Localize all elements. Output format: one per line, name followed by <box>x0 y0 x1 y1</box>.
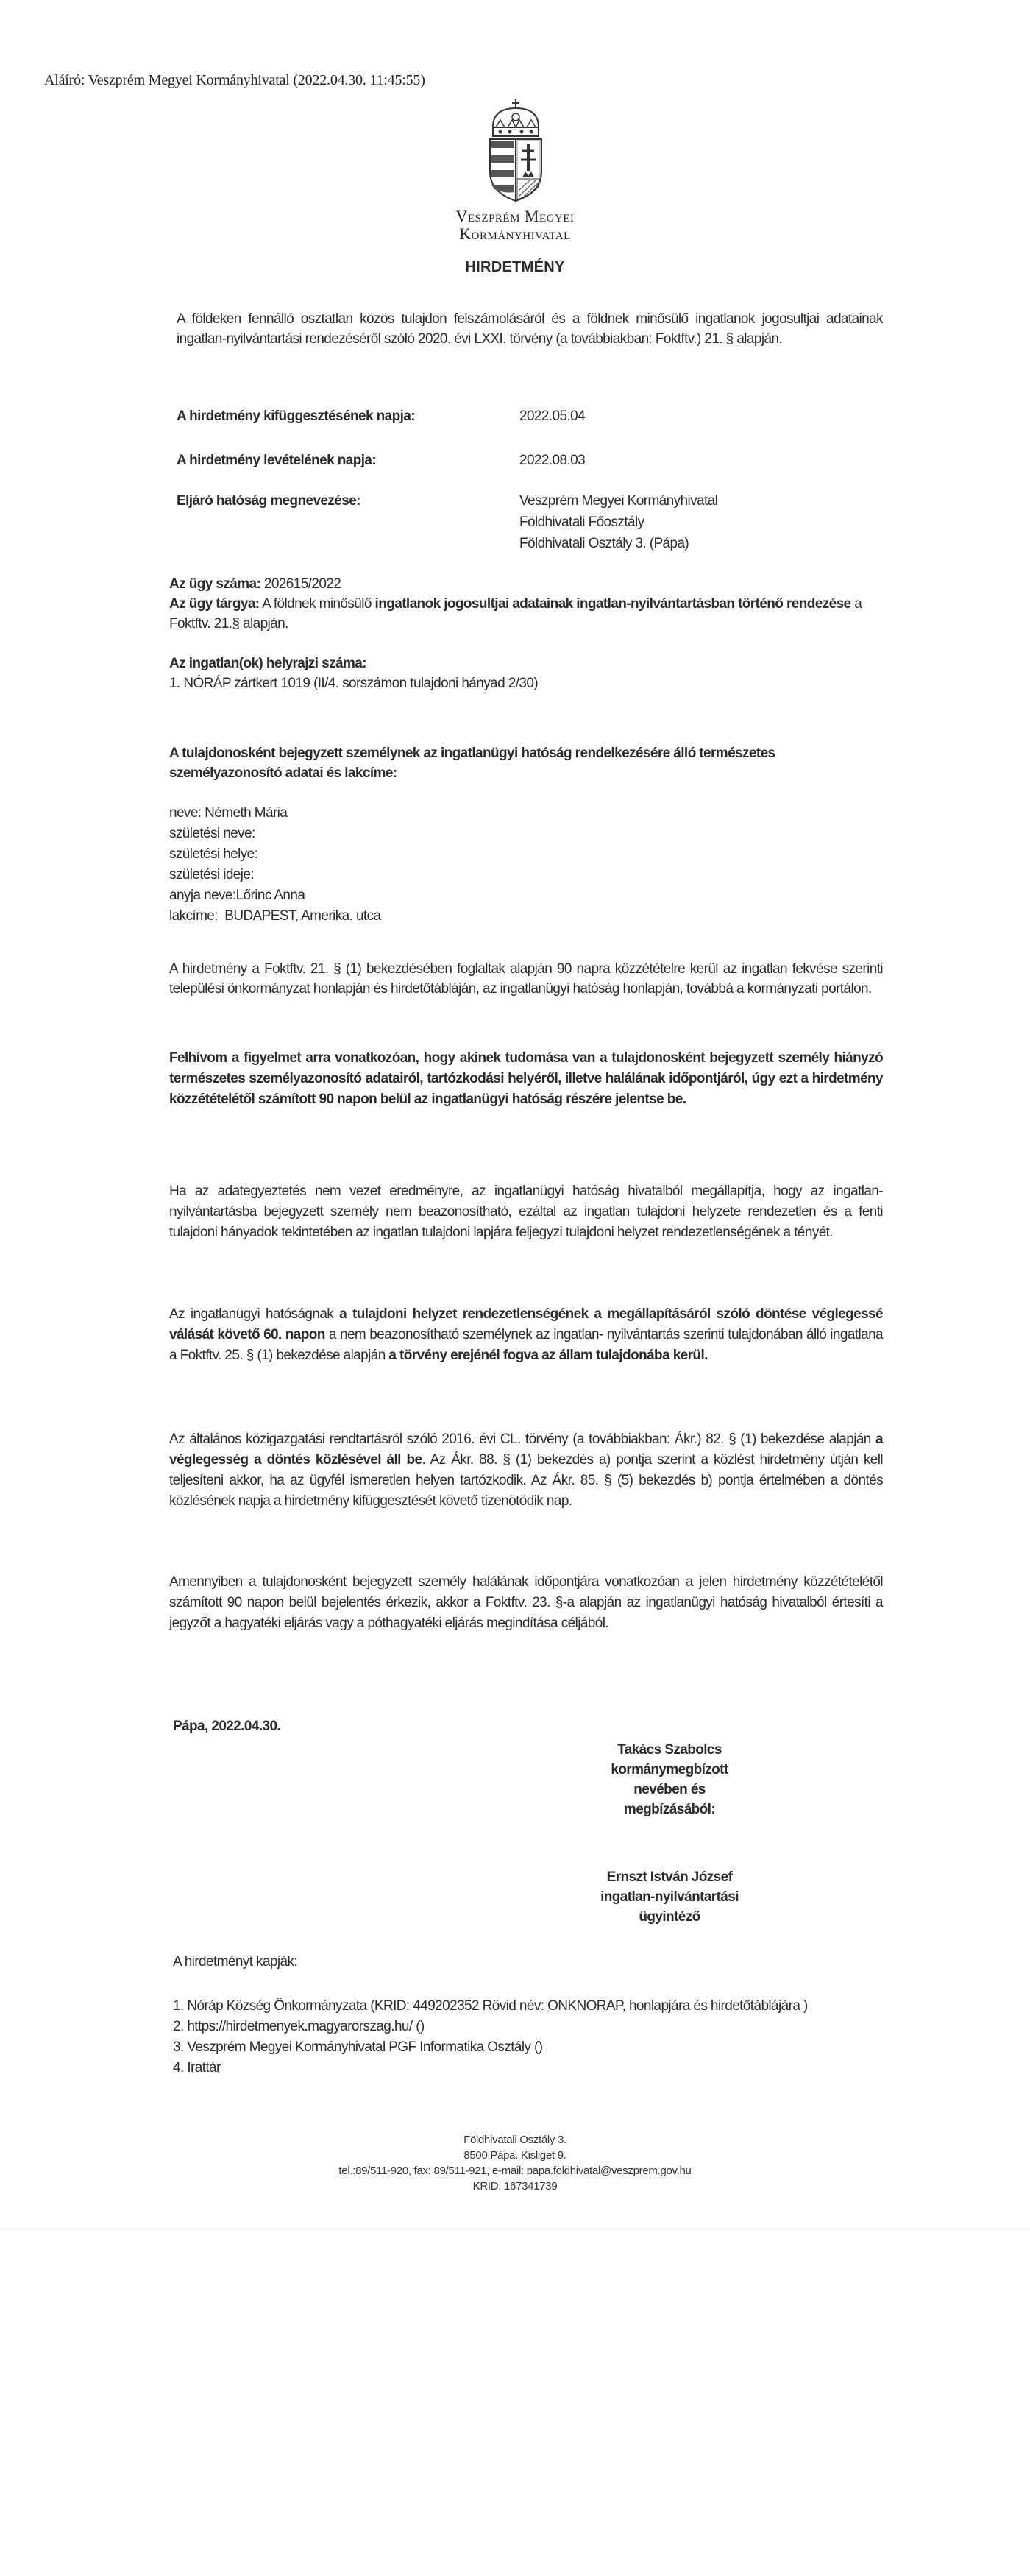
field-value-line: Földhivatali Főosztály <box>519 514 644 530</box>
owner-birth-place: születési helye: <box>169 846 258 862</box>
signatory-name: Takács Szabolcs <box>617 1742 722 1758</box>
office-footer <box>0 2132 1030 2194</box>
recipients-heading: A hirdetményt kapják: <box>173 1954 298 1970</box>
recipient-item: 2. https://hirdetmenyek.magyarorszag.hu/ () <box>173 2019 425 2034</box>
publication-text: A hirdetmény a Foktftv. 21. § (1) bekezdésében foglaltak alapján 90 napra közzétételre kerül az ingatlan fekvése szerinti települési önkormányzat honlapján és hirdetőtábláján, az ingatlanügyi hatóság honlapján, továbbá a kormányzati portálon. <box>169 961 883 997</box>
field-value: 2022.08.03 <box>519 453 586 468</box>
akr-bold: a véglegesség a döntés közlésével áll be <box>169 1432 883 1468</box>
case-subject-bold: ingatlanok jogosultjai adatainak ingatlan-nyilvántartásban történő rendezése <box>374 596 851 612</box>
field-value-line: Veszprém Megyei Kormányhivatal <box>519 493 718 509</box>
intro-paragraph <box>177 309 883 349</box>
owner-mother-name: anyja neve:Lőrinc Anna <box>169 888 305 903</box>
signatory-title: ingatlan-nyilvántartási <box>600 1889 739 1905</box>
recipient-item: 3. Veszprém Megyei Kormányhivatal PGF Informatika Osztály () <box>173 2039 543 2055</box>
case-subject-label: Az ügy tárgya: <box>169 596 260 612</box>
signature-block-clerk <box>559 1867 780 1927</box>
signatory-title: nevében és <box>633 1782 706 1797</box>
recipients-list <box>173 1996 835 2078</box>
owner-heading: A tulajdonosként bejegyzett személynek az ingatlanügyi hatóság rendelkezésére álló természetes személyazonosító adatai és lakcíme: <box>169 746 775 781</box>
case-number-value: 202615/2022 <box>263 576 341 592</box>
field-value-line: Földhivatali Osztály 3. (Pápa) <box>519 536 689 551</box>
no-result-text: Ha az adategyeztetés nem vezet eredményre, az ingatlanügyi hatóság hivatalból megállapítja, hogy az ingatlan-nyilvántartásba bejegyzett személy nem beazonosítható, ezáltal az ingatlan tulajdoni helyzete rendezetlen és a fenti tulajdoni hányadok tekintetében az ingatlan tulajdoni lapjára feljegyzi tulajdoni helyzet rendezetlenségének a tényét. <box>169 1183 883 1240</box>
signatory-title: kormánymegbízott <box>611 1762 728 1777</box>
no-result-paragraph <box>169 1181 883 1243</box>
death-paragraph <box>169 1572 883 1634</box>
state-text: a nem beazonosítható személynek az ingatlan- nyilvántartás szerinti tulajdonában álló ingatlana a Foktftv. 25. § (1) bekezdése alapján <box>169 1327 884 1363</box>
institution-name <box>0 208 1030 243</box>
case-subject <box>169 594 876 634</box>
footer-contact: tel.:89/511-920, fax: 89/511-921, e-mail: papa.foldhivatal@veszprem.gov.hu <box>338 2165 692 2177</box>
state-text: Az ingatlanügyi hatóságnak <box>169 1306 334 1322</box>
field-value: 2022.05.04 <box>519 408 586 424</box>
digital-signer-line: Aláíró: Veszprém Megyei Kormányhivatal (2022.04.30. 11:45:55) <box>44 72 425 88</box>
case-subject-text: a Foktftv. 21.§ alapján. <box>169 596 862 631</box>
place-date: Pápa, 2022.04.30. <box>173 1719 281 1734</box>
akr-paragraph <box>169 1429 883 1512</box>
parcel-item: 1. NÓRÁP zártkert 1019 (II/4. sorszámon tulajdoni hányad 2/30) <box>169 676 539 691</box>
signatory-title: megbízásából: <box>623 1802 716 1817</box>
intro-text: A földeken fennálló osztatlan közös tulajdon felszámolásáról és a földnek minősülő ingatlanok jogosultjai adatainak ingatlan-nyilvántartási rendezéséről szóló 2020. évi LXXI. törvény (a továbbiakban: Foktftv.) 21. § alapján. <box>177 311 883 347</box>
state-ownership-paragraph <box>169 1304 883 1366</box>
owner-name: neve: Németh Mária <box>169 805 288 821</box>
owner-birth-date: születési ideje: <box>169 867 255 882</box>
owner-data-list <box>169 803 876 927</box>
field-label: Eljáró hatóság megnevezése: <box>177 493 360 509</box>
footer-krid: KRID: 167341739 <box>472 2180 558 2193</box>
owner-address: lakcíme: BUDAPEST, Amerika. utca <box>169 908 381 924</box>
signatory-title: ügyintéző <box>639 1909 700 1925</box>
case-number <box>169 574 876 594</box>
case-section <box>169 574 876 693</box>
akr-text: Az általános közigazgatási rendtartásról szóló 2016. évi CL. törvény (a továbbiakban: Ákr.) 82. § (1) bekezdése alapján <box>169 1432 871 1447</box>
hungarian-coat-of-arms-icon <box>486 98 546 202</box>
case-number-label: Az ügy száma: <box>169 576 261 592</box>
institution-name-line1: Veszprém Megyei <box>455 207 575 225</box>
field-label: A hirdetmény levételének napja: <box>177 453 377 468</box>
state-bold: a tulajdoni helyzet rendezetlenségének a megállapításáról szóló döntése véglegessé válását követő 60. napon <box>169 1306 883 1342</box>
state-bold: a törvény erejénél fogva az állam tulajdonába kerül. <box>388 1348 708 1363</box>
case-subject-text: A földnek minősülő <box>262 596 372 612</box>
footer-office: Földhivatali Osztály 3. <box>464 2134 566 2146</box>
field-label: A hirdetmény kifüggesztésének napja: <box>177 408 416 424</box>
signatory-name: Ernszt István József <box>606 1869 733 1885</box>
notice-text: Felhívom a figyelmet arra vonatkozóan, hogy akinek tudomása van a tulajdonosként bejegyzett személy hiányzó természetes személyazonosító adatairól, tartózkodási helyéről, illetve halálának időpontjáról, úgy ezt a hirdetmény közzétételétől számított 90 napon belül az ingatlanügyi hatóság részére jelentse be. <box>169 1050 883 1107</box>
publication-paragraph <box>169 959 883 999</box>
death-text: Amennyiben a tulajdonosként bejegyzett személy halálának időpontjára vonatkozóan a jelen hirdetmény közzétételétől számított 90 napon belül bejelentés érkezik, akkor a Foktftv. 23. §-a alapján az ingatlanügyi hatóság hivatalból értesíti a jegyzőt a hagyatéki eljárás vagy a póthagyatéki eljárás megindítása céljából. <box>169 1574 883 1631</box>
recipient-item: 4. Irattár <box>173 2060 221 2076</box>
owner-birth-name: születési neve: <box>169 826 255 841</box>
signature-block-commissioner <box>559 1740 780 1819</box>
akr-text: . Az Ákr. 88. § (1) bekezdés a) pontja szerint a közlést hirdetmény útján kell teljesíteni akkor, ha az ügyfél ismeretlen helyen tartózkodik. Az Ákr. 85. § (5) bekezdés b) pontja értelmében a döntés közlésének napja a hirdetmény kifüggesztését követő tizenötödik nap. <box>169 1452 884 1509</box>
recipient-item: 1. Nóráp Község Önkormányzata (KRID: 449202352 Rövid név: ONKNORAP, honlapjára és hirdetőtáblájára ) <box>173 1998 808 2014</box>
footer-address: 8500 Pápa. Kisliget 9. <box>464 2149 566 2162</box>
owner-section <box>169 743 876 927</box>
parcel-label: Az ingatlan(ok) helyrajzi száma: <box>169 656 366 671</box>
institution-name-line2: Kormányhivatal <box>459 224 571 243</box>
document-title: HIRDETMÉNY <box>465 259 565 275</box>
notice-paragraph <box>169 1048 883 1110</box>
